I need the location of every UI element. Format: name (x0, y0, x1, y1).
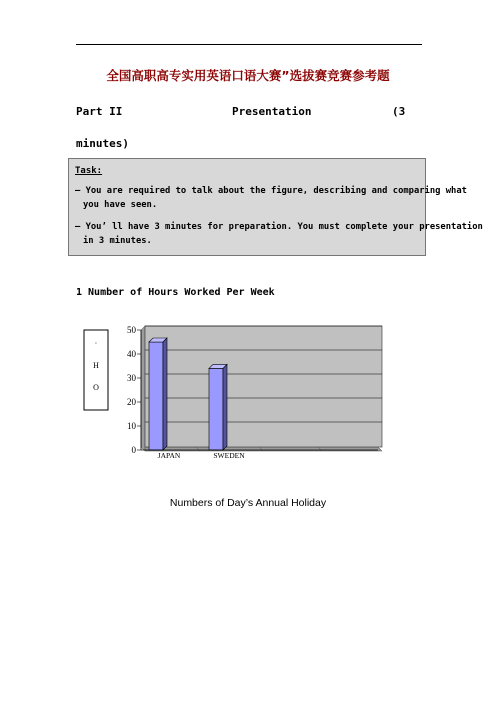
y-axis-label-line: O (93, 383, 99, 392)
x-tick-label: JAPAN (157, 451, 181, 460)
part-title: Presentation (232, 105, 312, 118)
task-line: in 3 minutes. (83, 236, 152, 246)
bar (149, 342, 163, 450)
task-heading: Task: (75, 166, 103, 176)
plot-area (145, 326, 382, 447)
y-tick-label: 20 (127, 397, 136, 407)
bar-side (163, 338, 167, 450)
x-tick-label: SWEDEN (213, 451, 245, 460)
y-tick-label: 50 (127, 325, 136, 335)
chart-caption: Numbers of Day’s Annual Holiday (169, 497, 327, 509)
y-tick-label: 10 (127, 421, 136, 431)
y-tick-label: 30 (127, 373, 136, 383)
header-title: 全国高职高专实用英语口语大赛”选拔赛竞赛参考题 (106, 68, 390, 83)
part-duration-close: minutes) (76, 137, 129, 150)
part-label: Part II (76, 105, 123, 118)
part-duration-open: (3 (392, 105, 406, 118)
y-axis-label-line: · (94, 339, 98, 348)
section-title: 1 Number of Hours Worked Per Week (76, 287, 275, 298)
x-labels (158, 451, 246, 460)
bar (209, 368, 223, 450)
y-tick-label: 40 (127, 349, 136, 359)
task-line: — You are required to talk about the figure, describing and comparing what (75, 186, 467, 196)
task-line: you have seen. (83, 200, 158, 210)
y-ticks (127, 325, 141, 455)
plot-wall (141, 326, 145, 451)
y-tick-label: 0 (131, 445, 136, 455)
task-line: — You’ ll have 3 minutes for preparation. You must complete your presentation (75, 222, 483, 232)
bar-side (223, 364, 227, 450)
y-axis-label-line: H (93, 361, 99, 370)
